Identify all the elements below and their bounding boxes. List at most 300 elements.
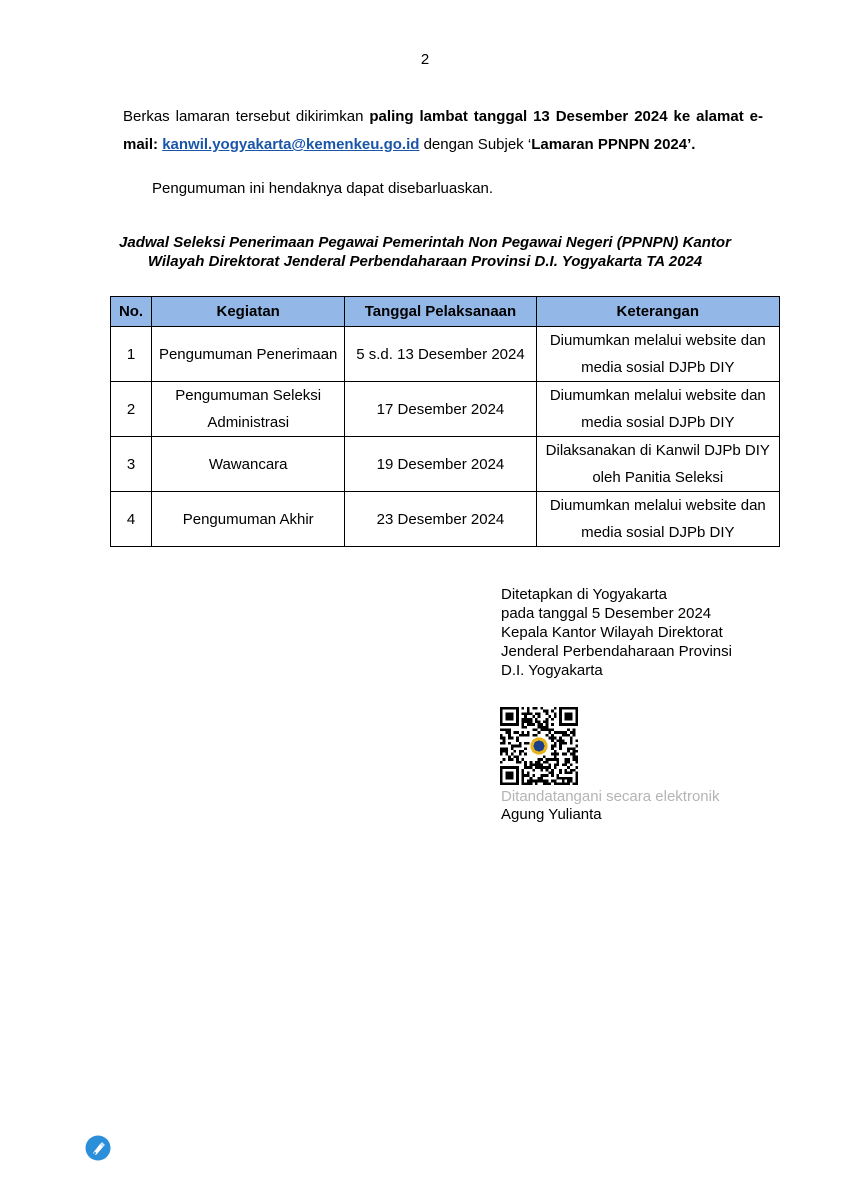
qr-module xyxy=(540,780,543,783)
qr-module xyxy=(567,734,570,737)
qr-module xyxy=(565,742,568,745)
qr-module xyxy=(500,734,503,737)
qr-module xyxy=(570,747,573,750)
table-header-row xyxy=(111,297,780,327)
email-link[interactable]: kanwil.yogyakarta@kemenkeu.go.id xyxy=(162,136,420,153)
cell-no: 1 xyxy=(111,327,152,382)
qr-module xyxy=(551,747,554,750)
qr-module xyxy=(516,758,519,761)
qr-module xyxy=(530,766,533,769)
qr-module xyxy=(573,750,576,753)
qr-module xyxy=(508,731,511,734)
keterangan-line-1: Diumumkan melalui website dan xyxy=(549,387,766,404)
qr-module xyxy=(522,731,525,734)
qr-module xyxy=(538,726,541,729)
qr-module xyxy=(527,723,530,726)
header-no: No. xyxy=(111,297,152,327)
qr-module xyxy=(519,745,522,748)
qr-module xyxy=(524,726,527,729)
qr-module xyxy=(535,763,538,766)
qr-module xyxy=(570,737,573,740)
qr-module xyxy=(524,763,527,766)
qr-module xyxy=(554,780,557,783)
qr-module xyxy=(532,715,535,718)
qr-module xyxy=(551,769,554,772)
qr-module xyxy=(573,755,576,758)
qr-module xyxy=(554,731,557,734)
qr-module xyxy=(527,772,530,775)
paragraph-dissemination: Pengumuman ini hendaknya dapat disebarluaskan. xyxy=(152,180,494,197)
qr-module xyxy=(575,745,578,748)
qr-module xyxy=(551,723,554,726)
qr-module xyxy=(543,774,546,777)
qr-module xyxy=(546,774,549,777)
qr-module xyxy=(562,777,565,780)
qr-module xyxy=(543,780,546,783)
qr-module xyxy=(513,731,516,734)
qr-module xyxy=(543,755,546,758)
qr-module xyxy=(505,729,508,732)
qr-module xyxy=(556,763,559,766)
qr-module xyxy=(575,777,578,780)
qr-module xyxy=(570,742,573,745)
qr-module xyxy=(527,731,530,734)
qr-module xyxy=(540,723,543,726)
page-number: 2 xyxy=(420,51,430,68)
qr-module xyxy=(519,753,522,756)
qr-module xyxy=(513,755,516,758)
qr-module xyxy=(546,720,549,723)
qr-module xyxy=(540,774,543,777)
qr-module xyxy=(503,739,506,742)
qr-module xyxy=(530,777,533,780)
qr-module xyxy=(559,739,562,742)
qr-module xyxy=(565,761,568,764)
qr-module xyxy=(535,729,538,732)
qr-module xyxy=(519,742,522,745)
qr-module xyxy=(535,734,538,737)
qr-module xyxy=(554,782,557,785)
signature-place: Ditetapkan di Yogyakarta xyxy=(501,586,667,603)
qr-module xyxy=(562,763,565,766)
qr-module xyxy=(567,777,570,780)
qr-module xyxy=(575,780,578,783)
qr-module xyxy=(565,769,568,772)
qr-module xyxy=(508,734,511,737)
qr-module xyxy=(538,712,541,715)
qr-module xyxy=(532,774,535,777)
qr-module xyxy=(540,726,543,729)
qr-module xyxy=(548,729,551,732)
qr-module xyxy=(540,707,543,710)
qr-module xyxy=(562,734,565,737)
qr-module xyxy=(567,750,570,753)
qr-module xyxy=(554,745,557,748)
qr-module xyxy=(567,766,570,769)
cell-keterangan xyxy=(536,382,779,437)
cell-kegiatan: Wawancara xyxy=(152,437,345,492)
qr-module xyxy=(570,780,573,783)
qr-module xyxy=(556,782,559,785)
paragraph-submission xyxy=(123,103,763,159)
qr-module xyxy=(500,753,503,756)
qr-module xyxy=(570,772,573,775)
qr-module xyxy=(516,731,519,734)
qr-module xyxy=(546,766,549,769)
qr-module xyxy=(500,742,503,745)
qr-module xyxy=(551,745,554,748)
paragraph-submission-bold-2: Lamaran PPNPN 2024’. xyxy=(531,136,696,153)
qr-module xyxy=(522,712,525,715)
qr-module xyxy=(524,720,527,723)
qr-module xyxy=(551,734,554,737)
qr-module xyxy=(532,707,535,710)
table-title xyxy=(90,233,760,271)
table-row xyxy=(111,382,780,437)
qr-module xyxy=(556,758,559,761)
qr-module xyxy=(532,780,535,783)
qr-module xyxy=(508,729,511,732)
qr-module xyxy=(516,745,519,748)
cell-kegiatan: Pengumuman Akhir xyxy=(152,492,345,547)
signature-date: pada tanggal 5 Desember 2024 xyxy=(501,605,712,622)
qr-module xyxy=(562,780,565,783)
qr-module xyxy=(554,766,557,769)
qr-module xyxy=(511,745,514,748)
qr-module xyxy=(562,731,565,734)
cell-keterangan xyxy=(536,327,779,382)
qr-module xyxy=(511,758,514,761)
qr-module xyxy=(530,723,533,726)
qr-module xyxy=(543,720,546,723)
qr-module xyxy=(516,737,519,740)
keterangan-line-2: media sosial DJPb DIY xyxy=(581,524,735,541)
qr-module xyxy=(575,774,578,777)
qr-module xyxy=(546,723,549,726)
keterangan-line-2: media sosial DJPb DIY xyxy=(581,414,735,431)
qr-module xyxy=(527,774,530,777)
electronic-signature-note: Ditandatangani secara elektronik xyxy=(501,788,720,805)
qr-module xyxy=(540,758,543,761)
qr-module xyxy=(522,772,525,775)
qr-module xyxy=(522,777,525,780)
qr-module xyxy=(538,758,541,761)
qr-module xyxy=(540,777,543,780)
qr-module xyxy=(524,742,527,745)
qr-module xyxy=(565,731,568,734)
qr-module xyxy=(511,753,514,756)
cell-kegiatan xyxy=(152,382,345,437)
qr-module xyxy=(522,707,525,710)
qr-module xyxy=(527,710,530,713)
qr-module xyxy=(548,758,551,761)
qr-module xyxy=(535,707,538,710)
qr-module xyxy=(527,766,530,769)
qr-module xyxy=(524,766,527,769)
qr-module xyxy=(546,710,549,713)
qr-module xyxy=(575,772,578,775)
table-row xyxy=(111,492,780,547)
qr-module xyxy=(554,707,557,710)
qr-module xyxy=(570,739,573,742)
cell-kegiatan: Pengumuman Penerimaan xyxy=(152,327,345,382)
qr-module xyxy=(503,750,506,753)
qr-module xyxy=(530,763,533,766)
qr-module xyxy=(524,718,527,721)
qr-module xyxy=(527,780,530,783)
qr-module xyxy=(554,753,557,756)
qr-module xyxy=(556,777,559,780)
qr-module xyxy=(500,737,503,740)
qr-module xyxy=(551,774,554,777)
qr-module xyxy=(567,780,570,783)
qr-module xyxy=(559,742,562,745)
qr-module xyxy=(543,710,546,713)
signature-position-3: D.I. Yogyakarta xyxy=(501,662,603,679)
signature-position-2: Jenderal Perbendaharaan Provinsi xyxy=(501,643,732,660)
qr-module xyxy=(575,766,578,769)
qr-module xyxy=(522,726,525,729)
qr-module xyxy=(522,758,525,761)
qr-module xyxy=(551,737,554,740)
qr-module xyxy=(551,753,554,756)
qr-module xyxy=(516,755,519,758)
qr-module xyxy=(546,718,549,721)
kegiatan-line-2: Administrasi xyxy=(207,414,290,431)
qr-module xyxy=(551,718,554,721)
qr-module xyxy=(546,734,549,737)
qr-module xyxy=(511,737,514,740)
qr-module xyxy=(505,731,508,734)
qr-module xyxy=(556,761,559,764)
qr-module xyxy=(538,761,541,764)
qr-module xyxy=(522,780,525,783)
qr-module xyxy=(562,782,565,785)
qr-module xyxy=(562,753,565,756)
qr-module xyxy=(548,715,551,718)
qr-module xyxy=(570,731,573,734)
qr-module xyxy=(548,763,551,766)
qr-module xyxy=(524,712,527,715)
qr-module xyxy=(527,712,530,715)
qr-module xyxy=(546,761,549,764)
qr-module xyxy=(543,761,546,764)
qr-module xyxy=(538,731,541,734)
keterangan-line-1: Diumumkan melalui website dan xyxy=(549,332,766,349)
qr-module xyxy=(516,739,519,742)
qr-module xyxy=(503,747,506,750)
cell-tanggal: 19 Desember 2024 xyxy=(345,437,536,492)
cell-keterangan xyxy=(536,492,779,547)
qr-module xyxy=(530,712,533,715)
qr-module xyxy=(570,777,573,780)
qr-module xyxy=(570,753,573,756)
qr-module xyxy=(567,729,570,732)
qr-module xyxy=(559,777,562,780)
qr-module xyxy=(554,715,557,718)
qr-module xyxy=(505,747,508,750)
cell-tanggal: 17 Desember 2024 xyxy=(345,382,536,437)
qr-module xyxy=(567,782,570,785)
qr-module xyxy=(527,718,530,721)
qr-module xyxy=(535,761,538,764)
qr-module xyxy=(519,750,522,753)
qr-module xyxy=(508,737,511,740)
qr-module xyxy=(565,782,568,785)
qr-module xyxy=(538,723,541,726)
qr-module xyxy=(573,758,576,761)
qr-module xyxy=(556,731,559,734)
cell-no: 4 xyxy=(111,492,152,547)
qr-module xyxy=(519,761,522,764)
qr-module xyxy=(575,758,578,761)
table-row xyxy=(111,327,780,382)
qr-module xyxy=(535,780,538,783)
qr-module xyxy=(575,761,578,764)
cell-keterangan xyxy=(536,437,779,492)
qr-module xyxy=(532,734,535,737)
cell-tanggal: 23 Desember 2024 xyxy=(345,492,536,547)
qr-module xyxy=(573,734,576,737)
qr-module xyxy=(538,763,541,766)
qr-module xyxy=(543,766,546,769)
qr-module xyxy=(567,747,570,750)
qr-module xyxy=(532,723,535,726)
table-title-line-2: Wilayah Direktorat Jenderal Perbendaharaan Provinsi D.I. Yogyakarta TA 2024 xyxy=(147,253,703,270)
qr-module xyxy=(570,769,573,772)
qr-module xyxy=(573,753,576,756)
qr-module xyxy=(573,782,576,785)
qr-module xyxy=(554,758,557,761)
qr-module xyxy=(532,729,535,732)
qr-module xyxy=(522,734,525,737)
qr-module xyxy=(554,750,557,753)
qr-module xyxy=(551,772,554,775)
qr-module xyxy=(562,739,565,742)
cell-no: 2 xyxy=(111,382,152,437)
qr-module xyxy=(548,772,551,775)
qr-module xyxy=(543,782,546,785)
qr-module xyxy=(500,729,503,732)
qr-module xyxy=(540,766,543,769)
qr-module xyxy=(559,737,562,740)
qr-module xyxy=(556,753,559,756)
qr-module xyxy=(500,750,503,753)
qr-module xyxy=(551,739,554,742)
qr-module xyxy=(535,766,538,769)
qr-module xyxy=(503,729,506,732)
qr-module xyxy=(538,766,541,769)
qr-module xyxy=(535,712,538,715)
schedule-table xyxy=(110,296,780,547)
qr-module xyxy=(530,782,533,785)
header-kegiatan: Kegiatan xyxy=(152,297,345,327)
qr-module xyxy=(522,774,525,777)
qr-module xyxy=(522,720,525,723)
qr-module xyxy=(543,729,546,732)
qr-module xyxy=(543,726,546,729)
qr-module xyxy=(513,745,516,748)
kegiatan-line-1: Pengumuman Seleksi xyxy=(175,387,322,404)
qr-module xyxy=(546,782,549,785)
qr-module xyxy=(559,731,562,734)
qr-module xyxy=(575,782,578,785)
qr-module xyxy=(522,782,525,785)
cell-no: 3 xyxy=(111,437,152,492)
qr-module xyxy=(573,729,576,732)
keterangan-line-1: Dilaksanakan di Kanwil DJPb DIY xyxy=(545,442,770,459)
qr-module xyxy=(527,734,530,737)
qr-module xyxy=(548,766,551,769)
qr-module xyxy=(554,742,557,745)
header-keterangan: Keterangan xyxy=(536,297,779,327)
qr-module xyxy=(535,720,538,723)
qr-module xyxy=(519,734,522,737)
qr-module xyxy=(551,729,554,732)
paragraph-submission-text-1: Berkas lamaran tersebut dikirimkan xyxy=(123,108,370,125)
qr-module xyxy=(511,747,514,750)
qr-module xyxy=(575,755,578,758)
pen-nib-logo-icon xyxy=(85,1135,111,1161)
keterangan-line-1: Diumumkan melalui website dan xyxy=(549,497,766,514)
qr-module xyxy=(548,737,551,740)
qr-module xyxy=(546,726,549,729)
qr-module xyxy=(551,758,554,761)
qr-module xyxy=(535,782,538,785)
qr-module xyxy=(565,753,568,756)
qr-module xyxy=(505,750,508,753)
qr-module xyxy=(567,772,570,775)
qr-module xyxy=(530,720,533,723)
qr-module xyxy=(527,720,530,723)
qr-module xyxy=(503,742,506,745)
qr-module xyxy=(554,712,557,715)
qr-module xyxy=(546,758,549,761)
qr-module xyxy=(538,780,541,783)
qr-module xyxy=(570,763,573,766)
qr-module xyxy=(532,763,535,766)
qr-module xyxy=(573,769,576,772)
qr-module xyxy=(573,747,576,750)
qr-module xyxy=(556,774,559,777)
keterangan-line-2: media sosial DJPb DIY xyxy=(581,359,735,376)
qr-module xyxy=(503,758,506,761)
cell-tanggal: 5 s.d. 13 Desember 2024 xyxy=(345,327,536,382)
qr-module xyxy=(562,742,565,745)
qr-module xyxy=(524,753,527,756)
qr-module xyxy=(575,750,578,753)
qr-module xyxy=(551,710,554,713)
qr-module xyxy=(565,763,568,766)
qr-module xyxy=(522,718,525,721)
qr-code-icon xyxy=(500,707,578,785)
qr-module xyxy=(554,755,557,758)
qr-module xyxy=(522,769,525,772)
qr-module xyxy=(527,707,530,710)
qr-module xyxy=(575,739,578,742)
qr-module xyxy=(524,734,527,737)
qr-module xyxy=(573,731,576,734)
qr-module xyxy=(540,763,543,766)
qr-module xyxy=(508,742,511,745)
qr-module xyxy=(524,747,527,750)
qr-module xyxy=(524,774,527,777)
qr-module xyxy=(546,729,549,732)
qr-module xyxy=(500,747,503,750)
qr-module xyxy=(548,731,551,734)
qr-module xyxy=(548,782,551,785)
qr-module xyxy=(530,780,533,783)
